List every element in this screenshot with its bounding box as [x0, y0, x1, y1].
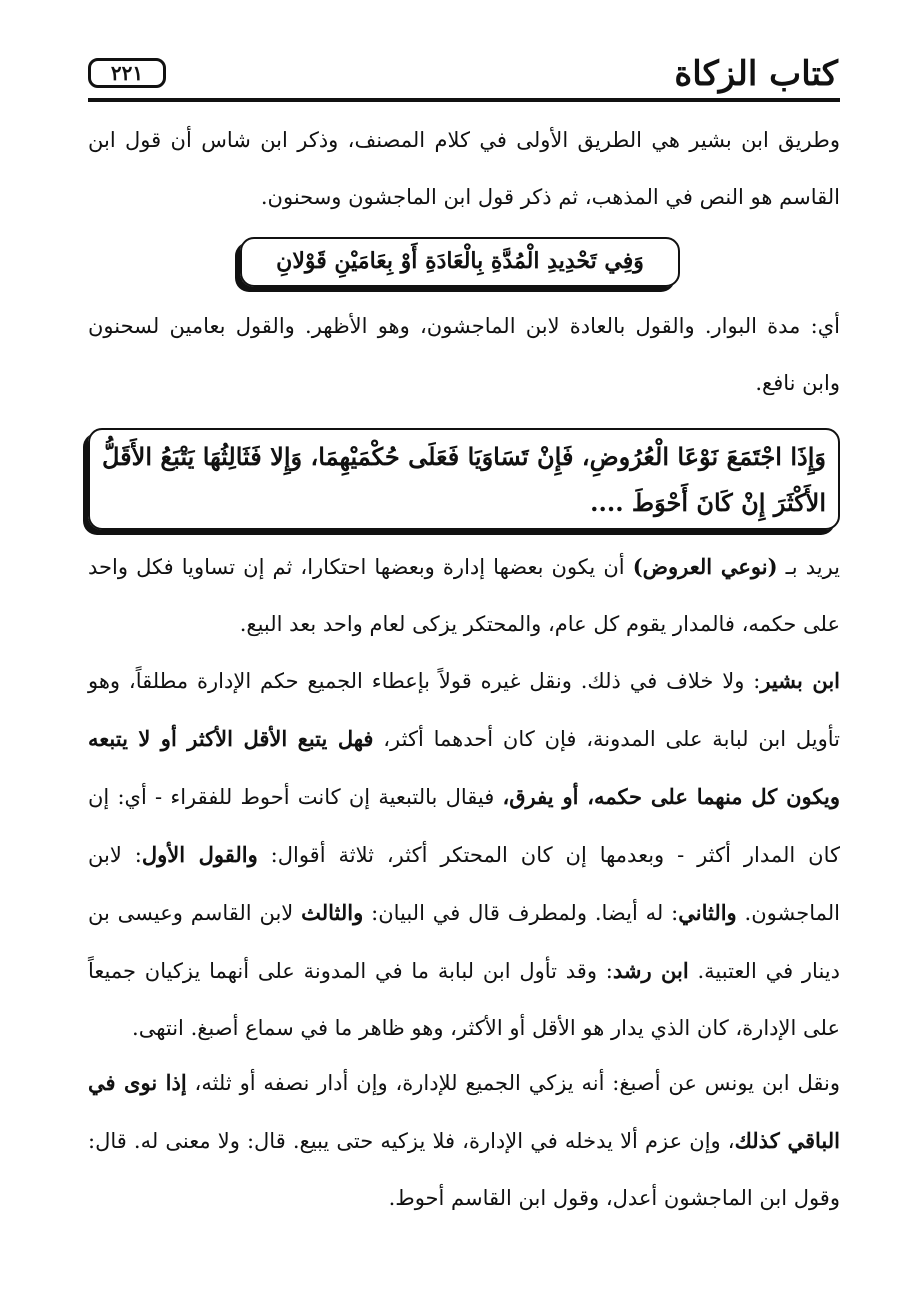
paragraph-1: وطريق ابن بشير هي الطريق الأولى في كلام المصنف، وذكر ابن شاس أن قول ابن القاسم هو النص في المذهب، ثم ذكر قول ابن الماجشون وسحنون. — [88, 128, 840, 209]
paragraph-3 — [88, 538, 840, 653]
matn-box-2: وَإِذَا اجْتَمَعَ نَوْعَا الْعُرُوضِ، فَإِنْ تَسَاوَيَا فَعَلَى حُكْمَيْهِمَا، وَإِلا فَثَالِثُهَا يَتْبَعُ الأَقَلُّ الأَكْثَرَ إِنْ كَانَ أَحْوَطَ .... — [88, 428, 840, 530]
matn-box-1: وَفِي تَحْدِيدِ الْمُدَّةِ بِالْعَادَةِ أَوْ بِعَامَيْنِ قَوْلانِ — [240, 237, 680, 287]
paragraph-4-text-d: : له أيضا. ولمطرف قال في البيان: — [363, 901, 679, 925]
paragraph-5 — [88, 1054, 840, 1227]
paragraph-3-intro: يريد بـ — [777, 555, 840, 579]
paragraph-2: أي: مدة البوار. والقول بالعادة لابن الماجشون، وهو الأظهر. والقول بعامين لسحنون وابن نافع. — [88, 314, 840, 395]
header-divider — [88, 98, 840, 102]
paragraph-4-text-b: فيقال بالتبعية إن كانت أحوط للفقراء - أي: إن كان المدار أكثر - وبعدمها إن كان المحتكر أكثر، ثلاثة أقوال: — [88, 785, 840, 867]
third-opinion-label: والثالث — [301, 900, 364, 925]
paragraph-4-text-c: : لابن الماجشون. — [88, 843, 840, 925]
paragraph-4-text-e: لابن القاسم وعيسى بن دينار في العتبية. — [88, 901, 840, 983]
paragraph-4-text-f: : وقد تأول ابن لبابة ما في المدونة على أنهما يزكيان جميعاً على الإدارة، كان الذي يدار هو الأقل أو الأكثر، وهو ظاهر ما في سماع أصبغ. انتهى. — [88, 959, 840, 1040]
page-number-badge: ٢٢١ — [88, 58, 166, 88]
paragraph-4-quote: فهل يتبع الأقل الأكثر أو لا يتبعه ويكون كل منهما على حكمه، أو يفرق، — [88, 726, 840, 809]
chapter-title: كتاب الزكاة — [674, 54, 838, 94]
paragraph-5-quote: إذا نوى في الباقي كذلك — [88, 1070, 840, 1153]
first-opinion-label: والقول الأول — [141, 842, 258, 867]
second-opinion-label: والثاني — [678, 900, 737, 925]
author-ibn-rushd: ابن رشد — [612, 958, 689, 983]
paragraph-4-text-a: : ولا خلاف في ذلك. ونقل غيره قولاً بإعطاء الجميع حكم الإدارة مطلقاً، وهو تأويل ابن لبابة على المدونة، فإن كان أحدهما أكثر، — [88, 669, 841, 751]
paragraph-3-body: أن يكون بعضها إدارة وبعضها احتكارا، ثم إن تساويا فكل واحد على حكمه، فالمدار يقوم كل عام، والمحتكر يزكى لعام واحد بعد البيع. — [88, 555, 840, 636]
paragraph-4 — [88, 652, 840, 1057]
paragraph-5-text-a: ونقل ابن يونس عن أصبغ: أنه يزكي الجميع للإدارة، وإن أدار نصفه أو ثلثه، — [186, 1071, 840, 1095]
paragraph-3-keyword: (نوعي العروض) — [632, 554, 778, 579]
author-ibn-bashir: ابن بشير — [760, 668, 840, 693]
paragraph-5-text-b: ، وإن عزم ألا يدخله في الإدارة، فلا يزكيه حتى يبيع. قال: ولا معنى له. قال: وقول ابن الماجشون أعدل، وقول ابن القاسم أحوط. — [88, 1129, 840, 1210]
